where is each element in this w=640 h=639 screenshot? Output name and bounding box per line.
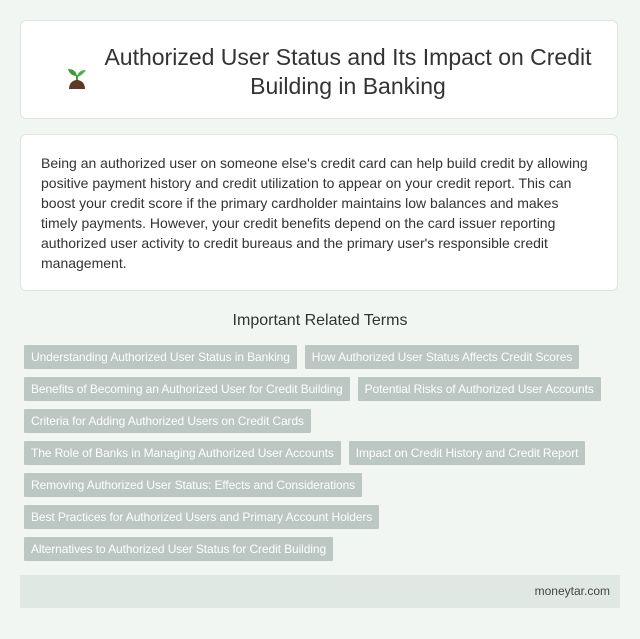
related-term-tag[interactable]: How Authorized User Status Affects Credit Scores	[305, 345, 579, 369]
title-card	[20, 20, 618, 119]
seedling-icon	[65, 66, 91, 94]
related-term-tag[interactable]: Criteria for Adding Authorized Users on Credit Cards	[24, 409, 311, 433]
related-term-tag[interactable]: Understanding Authorized User Status in Banking	[24, 345, 297, 369]
related-term-tag[interactable]: Impact on Credit History and Credit Report	[349, 441, 586, 465]
related-term-tag[interactable]: Alternatives to Authorized User Status for Credit Building	[24, 537, 333, 561]
related-term-tag[interactable]: Benefits of Becoming an Authorized User for Credit Building	[24, 377, 350, 401]
footer	[20, 575, 620, 608]
related-terms-list	[24, 345, 624, 561]
related-term-tag[interactable]: Best Practices for Authorized Users and Primary Account Holders	[24, 505, 379, 529]
related-terms-heading: Important Related Terms	[232, 312, 408, 329]
related-term-tag[interactable]: The Role of Banks in Managing Authorized User Accounts	[24, 441, 341, 465]
description-card	[20, 134, 618, 291]
page-title: Authorized User Status and Its Impact on Credit Building in Banking	[104, 44, 592, 99]
site-name[interactable]: moneytar.com	[534, 584, 610, 598]
related-term-tag[interactable]: Removing Authorized User Status: Effects and Considerations	[24, 473, 362, 497]
description-text: Being an authorized user on someone else's credit card can help build credit by allowing positive payment history and credit utilization to appear on your credit report. This can boost your credit score if the primary cardholder maintains low balances and makes timely payments. However, your credit benefits depend on the card issuer reporting authorized user activity to credit bureaus and the primary user's responsible credit management.	[41, 155, 588, 271]
related-term-tag[interactable]: Potential Risks of Authorized User Accounts	[358, 377, 601, 401]
